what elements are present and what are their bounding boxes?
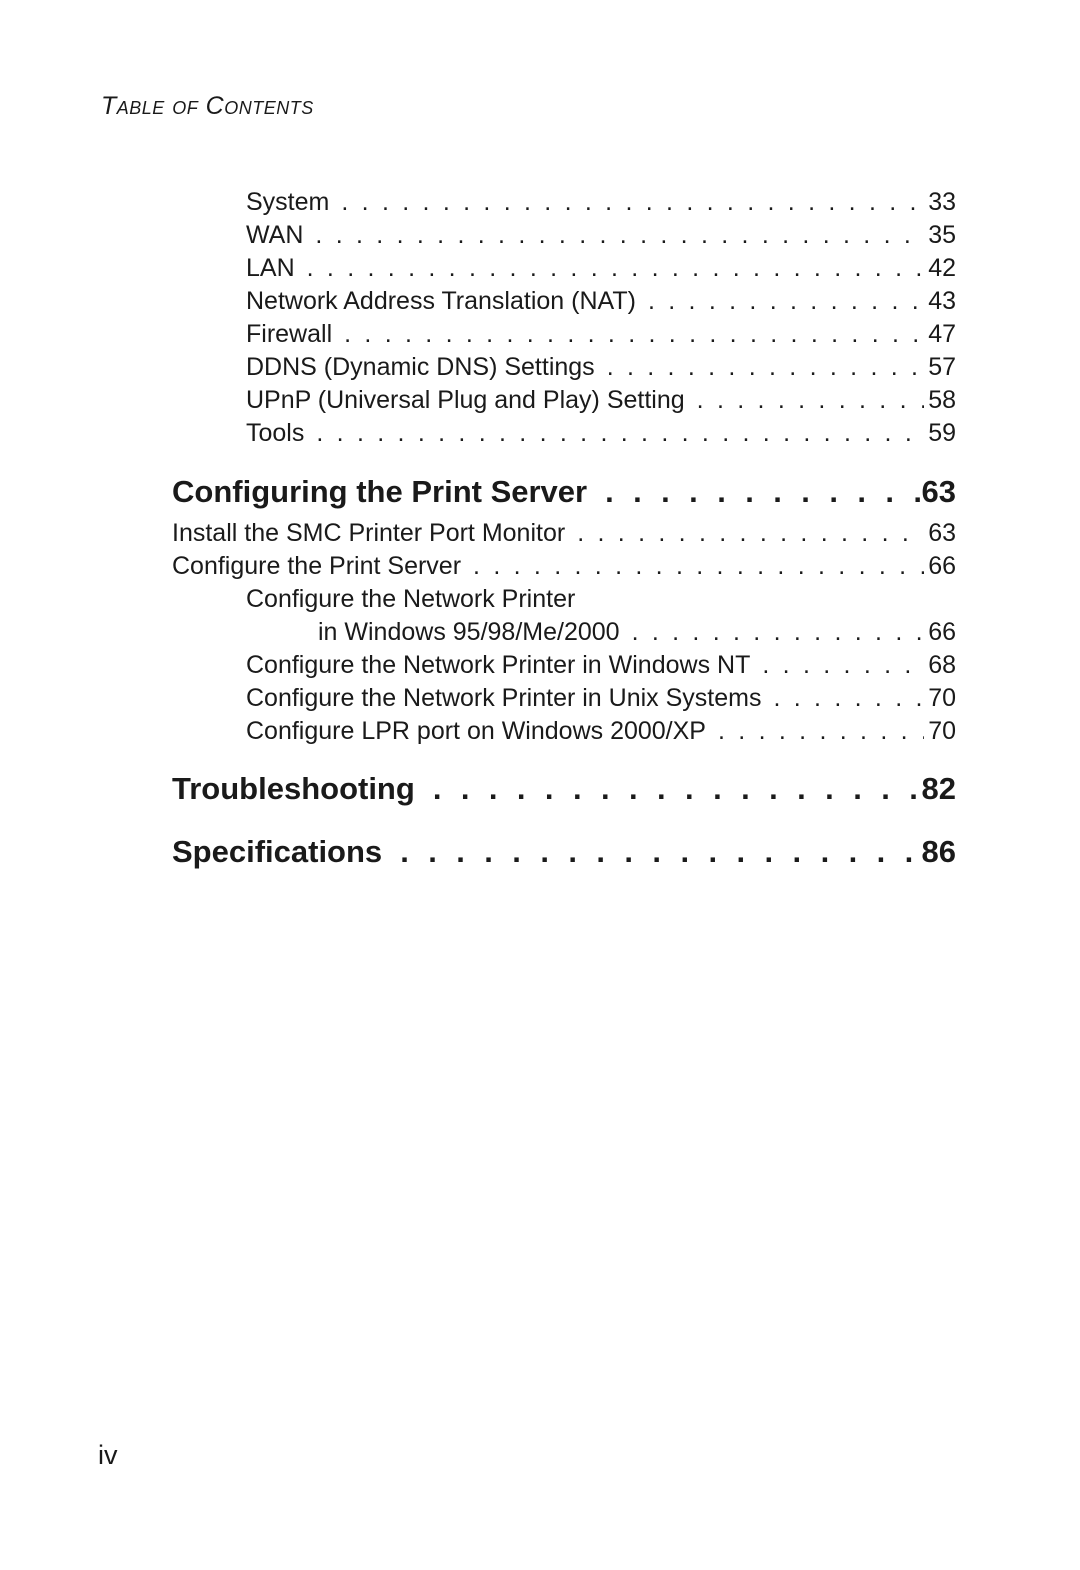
toc-entry-label: Configure the Network Printer in Unix Systems bbox=[246, 684, 762, 712]
toc-entry-label: in Windows 95/98/Me/2000 bbox=[318, 618, 620, 646]
toc-entry-label: DDNS (Dynamic DNS) Settings bbox=[246, 353, 595, 381]
toc-entry-label: Tools bbox=[246, 419, 305, 447]
toc-entry-configure-network-printer-unix[interactable] bbox=[246, 684, 956, 713]
page-number: iv bbox=[98, 1440, 118, 1470]
dot-leader bbox=[632, 618, 925, 647]
toc-entry-page: 68 bbox=[928, 651, 956, 679]
toc-entry-page: 58 bbox=[928, 386, 956, 414]
toc-chapter-specifications[interactable] bbox=[172, 834, 956, 870]
toc-entry-configure-lpr-port[interactable] bbox=[246, 717, 956, 746]
toc-entry-tools[interactable] bbox=[246, 419, 956, 448]
toc-entry-label: Configure the Print Server bbox=[172, 552, 462, 580]
toc-entry-label: Network Address Translation (NAT) bbox=[246, 287, 636, 315]
toc-entry-page: 70 bbox=[928, 684, 956, 712]
toc-entry-configure-network-printer-line1[interactable]: Configure the Network Printer bbox=[246, 585, 576, 613]
toc-entry-label: Configure LPR port on Windows 2000/XP bbox=[246, 717, 706, 745]
toc-entry-page: 43 bbox=[928, 287, 956, 315]
dot-leader bbox=[773, 684, 924, 713]
dot-leader bbox=[648, 287, 924, 316]
dot-leader bbox=[307, 254, 925, 283]
toc-entry-page: 33 bbox=[928, 188, 956, 216]
toc-entry-configure-network-printer-win95[interactable] bbox=[318, 618, 956, 647]
toc-entry-ddns[interactable] bbox=[246, 353, 956, 382]
toc-chapter-page: 63 bbox=[921, 474, 956, 509]
toc-entry-page: 35 bbox=[928, 221, 956, 249]
dot-leader bbox=[344, 320, 924, 349]
toc-entry-page: 42 bbox=[928, 254, 956, 282]
dot-leader bbox=[316, 419, 924, 448]
dot-leader bbox=[400, 834, 921, 870]
toc-entry-label: Configure the Network Printer in Windows NT bbox=[246, 651, 751, 679]
toc-entry-lan[interactable] bbox=[246, 254, 956, 283]
toc-entry-nat[interactable] bbox=[246, 287, 956, 316]
toc-entry-label: Firewall bbox=[246, 320, 333, 348]
dot-leader bbox=[473, 552, 924, 581]
dot-leader bbox=[315, 221, 924, 250]
toc-entry-label: Install the SMC Printer Port Monitor bbox=[172, 519, 566, 547]
dot-leader bbox=[762, 651, 924, 680]
dot-leader bbox=[697, 386, 925, 415]
toc-entry-page: 57 bbox=[928, 353, 956, 381]
toc-entry-page: 70 bbox=[928, 717, 956, 745]
toc-chapter-configuring-print-server[interactable] bbox=[172, 474, 956, 510]
toc-chapter-page: 82 bbox=[921, 771, 956, 806]
toc-entry-label: LAN bbox=[246, 254, 295, 282]
dot-leader bbox=[577, 519, 924, 548]
toc-entry-page: 66 bbox=[928, 618, 956, 646]
dot-leader bbox=[718, 717, 924, 746]
toc-entry-configure-print-server[interactable] bbox=[172, 552, 956, 581]
toc-entry-upnp[interactable] bbox=[246, 386, 956, 415]
toc-chapter-label: Specifications bbox=[172, 834, 383, 869]
dot-leader bbox=[433, 771, 922, 807]
dot-leader bbox=[341, 188, 924, 217]
toc-chapter-label: Troubleshooting bbox=[172, 771, 415, 806]
dot-leader bbox=[607, 353, 925, 382]
toc-entry-install-port-monitor[interactable] bbox=[172, 519, 956, 548]
toc-chapter-label: Configuring the Print Server bbox=[172, 474, 588, 509]
toc-entry-page: 66 bbox=[928, 552, 956, 580]
toc-entry-label: WAN bbox=[246, 221, 304, 249]
toc-entry-page: 63 bbox=[928, 519, 956, 547]
running-head: Table of Contents bbox=[101, 92, 314, 120]
toc-entry-page: 47 bbox=[928, 320, 956, 348]
toc-entry-firewall[interactable] bbox=[246, 320, 956, 349]
toc-chapter-page: 86 bbox=[921, 834, 956, 869]
toc-entry-wan[interactable] bbox=[246, 221, 956, 250]
toc-chapter-troubleshooting[interactable] bbox=[172, 771, 956, 807]
toc-entry-configure-network-printer-nt[interactable] bbox=[246, 651, 956, 680]
toc-entry-label: System bbox=[246, 188, 330, 216]
toc-entry-page: 59 bbox=[928, 419, 956, 447]
toc-entry-system[interactable] bbox=[246, 188, 956, 217]
toc-entry-label: UPnP (Universal Plug and Play) Setting bbox=[246, 386, 685, 414]
dot-leader bbox=[605, 474, 921, 510]
